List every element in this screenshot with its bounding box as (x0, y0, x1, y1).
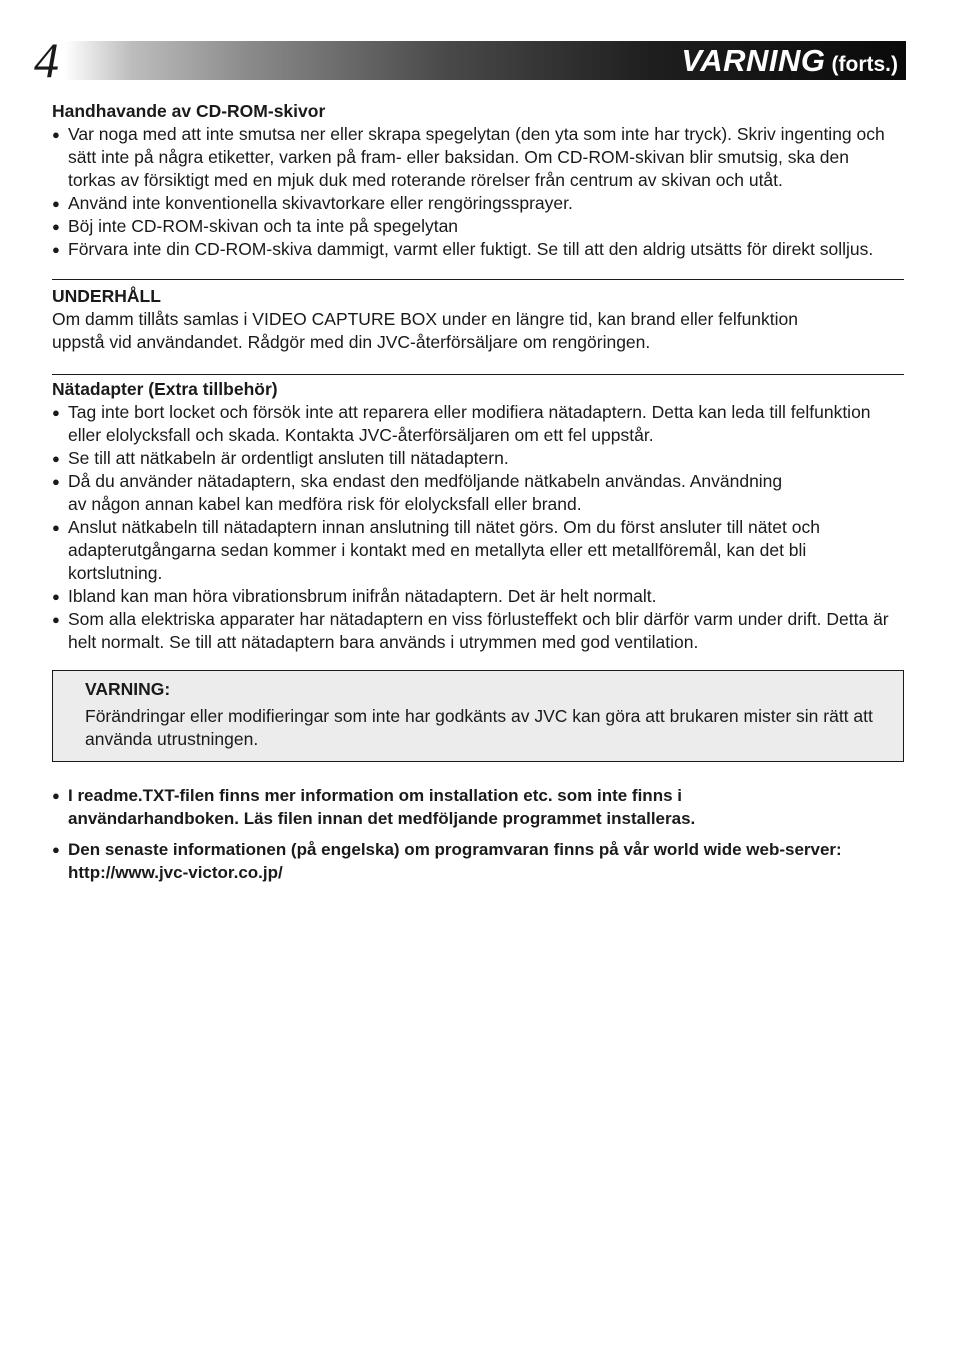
header-gradient-bar (64, 41, 906, 80)
list-item: ● Ibland kan man höra vibrationsbrum inifrån nätadaptern. Det är helt normalt. (52, 585, 904, 608)
warning-text: Förändringar eller modifieringar som inte har godkänts av JVC kan göra att brukaren mister sin rätt att använda utrustningen. (85, 706, 873, 749)
header-title (681, 41, 898, 80)
section-divider (52, 279, 904, 280)
section-maintenance (52, 285, 904, 354)
list-item: ● Tag inte bort locket och försök inte att reparera eller modifiera nätadaptern. Detta kan leda till felfunktion eller elolycksfall och skada. Kontakta JVC-återförsäljaren om ett fel uppstår. (52, 401, 904, 447)
section-text: Om damm tillåts samlas i VIDEO CAPTURE BOX under en längre tid, kan brand eller felfunktion uppstå vid användandet. Rådgör med din JVC-återförsäljare om rengöringen. (52, 309, 798, 352)
list-item: ● Då du använder nätadaptern, ska endast den medföljande nätkabeln användas. Användning av någon annan kabel kan medföra risk för elolycksfall eller brand. (52, 470, 904, 516)
list-item: ● Som alla elektriska apparater har nätadaptern en viss förlusteffekt och blir därför varm under drift. Detta är helt normalt. Se till att nätadaptern bara används i utrymmen med god ventilation. (52, 608, 904, 654)
header-title-sub: (forts.) (831, 53, 898, 76)
list-item: ● Anslut nätkabeln till nätadaptern innan anslutning till nätet görs. Om du först ansluter till nätet och adapterutgångarna sedan kommer i kontakt med en metallyta eller ett metallföremål, kan det bli kortslutning. (52, 516, 904, 585)
warning-title: VARNING: (85, 679, 171, 699)
section-title: Handhavande av CD-ROM-skivor (52, 101, 326, 121)
header-title-main: VARNING (681, 43, 826, 78)
list-item: ● Var noga med att inte smutsa ner eller skrapa spegelytan (den yta som inte har tryck). Skriv ingenting och sätt inte på några etiketter, varken på fram- eller baksidan. Om CD-ROM-skivan blir smutsig, ska den torkas av försiktigt med en mjuk duk med roterande rörelser från centrum av skivan och utåt. (52, 123, 904, 192)
page-number: 4 (34, 32, 59, 88)
list-item: ● Använd inte konventionella skivavtorkare eller rengöringssprayer. (52, 192, 904, 215)
list-item: ● Böj inte CD-ROM-skivan och ta inte på spegelytan (52, 215, 904, 238)
list-item: ● Se till att nätkabeln är ordentligt ansluten till nätadaptern. (52, 447, 904, 470)
section-cd-rom (52, 100, 904, 261)
bullet-list (52, 123, 904, 261)
list-item: ● Förvara inte din CD-ROM-skiva dammigt, varmt eller fuktigt. Se till att den aldrig utsätts för direkt solljus. (52, 238, 904, 261)
bullet-list (52, 401, 904, 654)
warning-box (52, 670, 904, 762)
notes-list (52, 784, 904, 884)
section-ac-adapter (52, 378, 904, 654)
list-item: ● I readme.TXT-filen finns mer information om installation etc. som inte finns i användarhandboken. Läs filen innan det medföljande programmet installeras. (52, 784, 904, 830)
page-header (34, 32, 906, 88)
section-title: Nätadapter (Extra tillbehör) (52, 379, 278, 399)
list-item: ● Den senaste informationen (på engelska) om programvaran finns på vår world wide web-server: http://www.jvc-victor.co.jp/ (52, 838, 904, 884)
section-title: UNDERHÅLL (52, 286, 161, 306)
section-divider (52, 374, 904, 375)
page-content (52, 100, 904, 884)
